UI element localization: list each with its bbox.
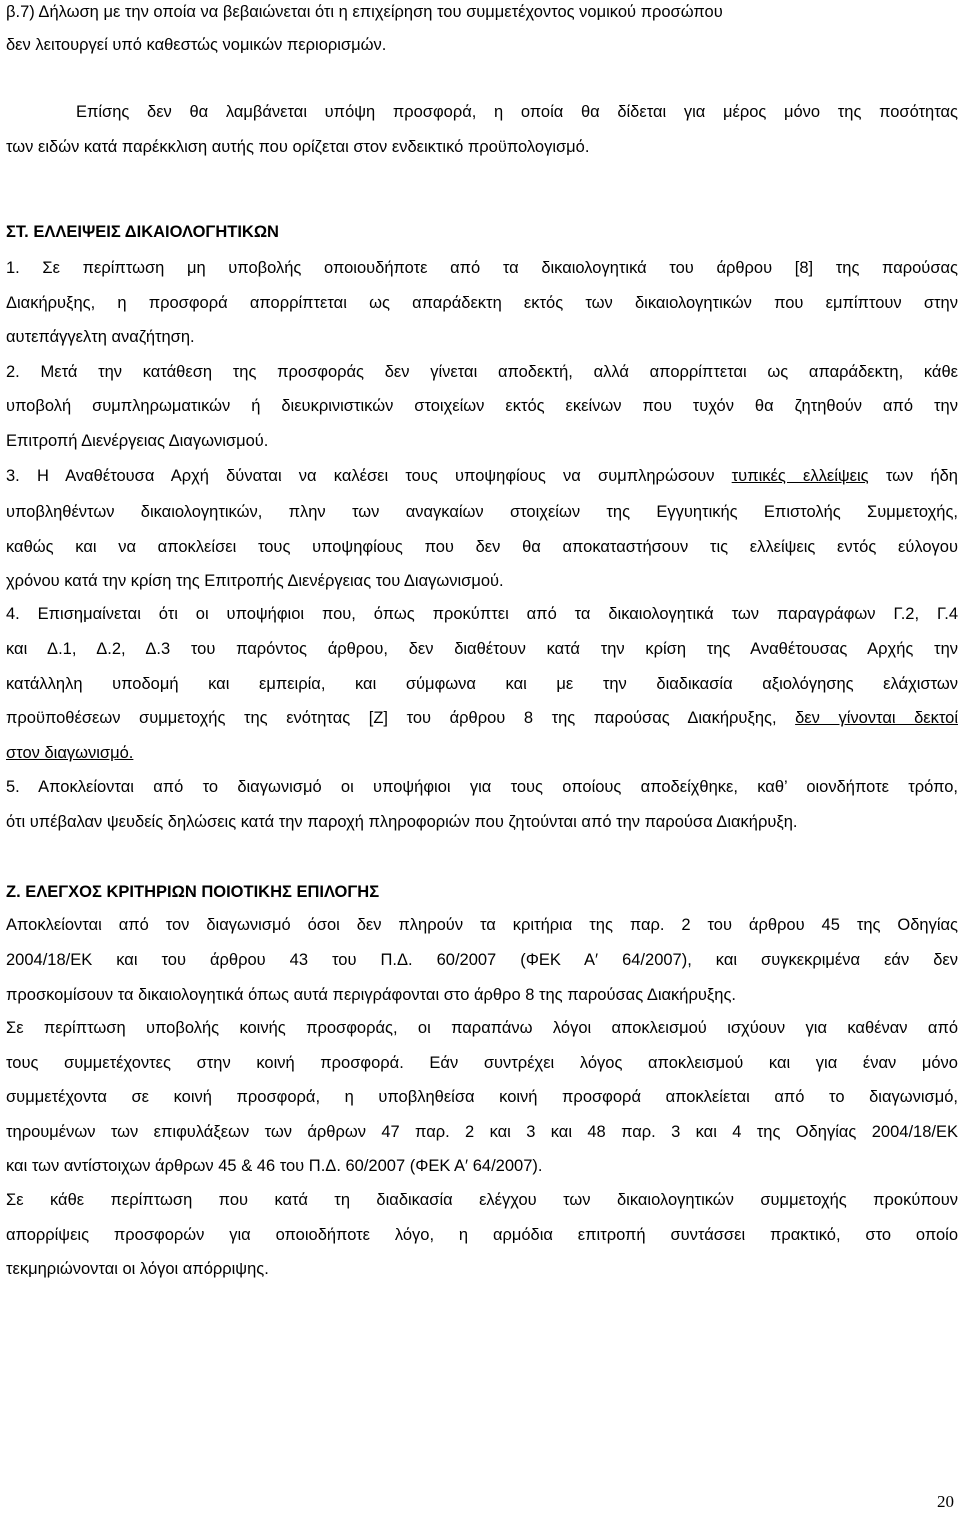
paragraph-text [6,466,958,486]
paragraph-text: Διακήρυξης, η προσφορά απορρίπτεται ως απαράδεκτη εκτός των δικαιολογητικών που εμπίπτουν στην [6,294,958,312]
paragraph-z-1 [6,950,958,970]
heading-text: ΣΤ. ΕΛΛΕΙΨΕΙΣ ΔΙΚΑΙΟΛΟΓΗΤΙΚΩΝ [6,223,279,241]
paragraph-text: 5. Αποκλείονται από το διαγωνισμό οι υποψήφιοι για τους οποίους αποδείχθηκε, καθ’ οιονδήποτε τρόπο, [6,778,958,796]
page-number: 20 [937,1492,954,1511]
paragraph-text: κατάλληλη υποδομή και εμπειρία, και σύμφωνα και με την διαδικασία αξιολόγησης ελάχιστων [6,675,958,693]
paragraph-text: Επίσης δεν θα λαμβάνεται υπόψη προσφορά, η οποία θα δίδεται για μέρος μόνο της ποσότητας [76,103,958,121]
paragraph-text: και των αντίστοιχων άρθρων 45 & 46 του Π.Δ. 60/2007 (ΦΕΚ Α′ 64/2007). [6,1157,543,1175]
paragraph-text: τους συμμετέχοντες στην κοινή προσφορά. Εάν συντρέχει λόγος αποκλεισμού και για έναν μόνο [6,1054,958,1072]
paragraph-text: απορρίψεις προσφορών για οποιοδήποτε λόγο, η αρμόδια επιτροπή συντάσσει πρακτικό, στο οποίο [6,1226,958,1244]
underlined-text: δεν γίνονται δεκτοί [795,709,958,727]
underlined-text: τυπικές ελλείψεις [731,467,869,485]
paragraph-st-4 [6,639,958,659]
paragraph-b7-text: β.7) Δήλωση με την οποία να βεβαιώνεται ότι η επιχείρηση του συμμετέχοντος νομικού προσώπου [6,3,723,21]
paragraph-z-2 [6,1087,958,1107]
paragraph-text: 1. Σε περίπτωση μη υποβολής οποιουδήποτε από τα δικαιολογητικά του άρθρου [8] της παρούσας [6,259,958,277]
paragraph-text: αυτεπάγγελτη αναζήτηση. [6,328,195,346]
text-run: προϋποθέσεων συμμετοχής της ενότητας [Ζ] του άρθρου 8 της παρούσας Διακήρυξης, [6,709,796,727]
paragraph-text: υποβληθέντων δικαιολογητικών, πλην των αναγκαίων στοιχείων της Εγγυητικής Επιστολής Συμμετοχής, [6,503,958,521]
text-run: των ήδη [868,467,958,485]
paragraph-z-1 [6,985,958,1005]
text-run: 3. Η Αναθέτουσα Αρχή δύναται να καλέσει τους υποψηφίους να συμπληρώσουν [6,467,732,485]
paragraph-text: των ειδών κατά παρέκκλιση αυτής που ορίζεται στον ενδεικτικό προϋπολογισμό. [6,138,590,156]
paragraph-text: Σε κάθε περίπτωση που κατά τη διαδικασία ελέγχου των δικαιολογητικών συμμετοχής προκύπουν [6,1191,958,1209]
paragraph-b7-text: δεν λειτουργεί υπό καθεστώς νομικών περιορισμών. [6,36,387,54]
paragraph-partial-offer [6,137,958,157]
paragraph-text: τηρουμένων των επιφυλάξεων των άρθρων 47 παρ. 2 και 3 και 48 παρ. 3 και 4 της Οδηγίας 2004/18/ΕΚ [6,1123,958,1141]
paragraph-text: προσκομίσουν τα δικαιολογητικά όπως αυτά περιγράφονται στο άρθρο 8 της παρούσας Διακήρυξης. [6,986,736,1004]
paragraph-text: Σε περίπτωση υποβολής κοινής προσφοράς, οι παραπάνω λόγοι αποκλεισμού ισχύουν για καθέναν από [6,1019,958,1037]
paragraph-st-3 [6,571,958,591]
paragraph-st-4 [6,674,958,694]
paragraph-text: τεκμηριώνονται οι λόγοι απόρριψης. [6,1260,269,1278]
paragraph-z-2 [6,1156,958,1176]
paragraph-z-2 [6,1053,958,1073]
paragraph-b7-line [6,35,958,55]
paragraph-st-4 [6,708,958,728]
paragraph-text: συμμετέχοντα σε κοινή προσφορά, η υποβληθείσα κοινή προσφορά αποκλείεται από το διαγωνισμό, [6,1088,958,1106]
paragraph-st-2 [6,396,958,416]
paragraph-st-1 [6,293,958,313]
paragraph-text: χρόνου κατά την κρίση της Επιτροπής Διενέργειας του Διαγωνισμού. [6,572,504,590]
paragraph-st-2 [6,431,958,451]
paragraph-st-5 [6,777,958,797]
paragraph-st-2 [6,362,958,382]
paragraph-text: Επιτροπή Διενέργειας Διαγωνισμού. [6,432,269,450]
paragraph-z-3 [6,1190,958,1210]
heading-text: Ζ. ΕΛΕΓΧΟΣ ΚΡΙΤΗΡΙΩΝ ΠΟΙΟΤΙΚΗΣ ΕΠΙΛΟΓΗΣ [6,883,380,901]
paragraph-z-2 [6,1122,958,1142]
paragraph-partial-offer [76,102,958,122]
paragraph-text: Αποκλείονται από τον διαγωνισμό όσοι δεν πληρούν τα κριτήρια της παρ. 2 του άρθρου 45 της Οδηγίας [6,916,958,934]
paragraph-st-3 [6,466,958,486]
paragraph-st-4 [6,743,958,763]
paragraph-text: υποβολή συμπληρωματικών ή διευκρινιστικών στοιχείων εκτός εκείνων που τυχόν θα ζητηθούν από την [6,397,958,415]
paragraph-text: καθώς και να αποκλείσει τους υποψηφίους που δεν θα αποκαταστήσουν τις ελλείψεις εντός εύλογου [6,538,958,556]
paragraph-text: και Δ.1, Δ.2, Δ.3 του παρόντος άρθρου, δεν διαθέτουν κατά την κρίση της Αναθέτουσας Αρχής την [6,640,958,658]
section-heading-st [6,222,958,242]
paragraph-b7-line [6,2,958,22]
paragraph-text: 2. Μετά την κατάθεση της προσφοράς δεν γίνεται αποδεκτή, αλλά απορρίπτεται ως απαράδεκτη, κάθε [6,363,958,381]
paragraph-text: 4. Επισημαίνεται ότι οι υποψήφιοι που, όπως προκύπτει από τα δικαιολογητικά των παραγράφων Γ.2, Γ.4 [6,605,958,623]
paragraph-text: 2004/18/ΕΚ και του άρθρου 43 του Π.Δ. 60/2007 (ΦΕΚ Α′ 64/2007), και συγκεκριμένα εάν δεν [6,951,958,969]
paragraph-st-3 [6,502,958,522]
paragraph-st-3 [6,537,958,557]
paragraph-z-3 [6,1259,958,1279]
paragraph-st-5 [6,812,958,832]
paragraph-z-2 [6,1018,958,1038]
paragraph-text: ότι υπέβαλαν ψευδείς δηλώσεις κατά την παροχή πληροφοριών που ζητούνται από την παρούσα Διακήρυξη. [6,813,798,831]
paragraph-st-1 [6,258,958,278]
section-heading-z [6,882,958,902]
underlined-text: στον διαγωνισμό. [6,744,134,762]
paragraph-st-1 [6,327,958,347]
paragraph-z-1 [6,915,958,935]
paragraph-text [6,708,958,728]
paragraph-z-3 [6,1225,958,1245]
paragraph-st-4 [6,604,958,624]
